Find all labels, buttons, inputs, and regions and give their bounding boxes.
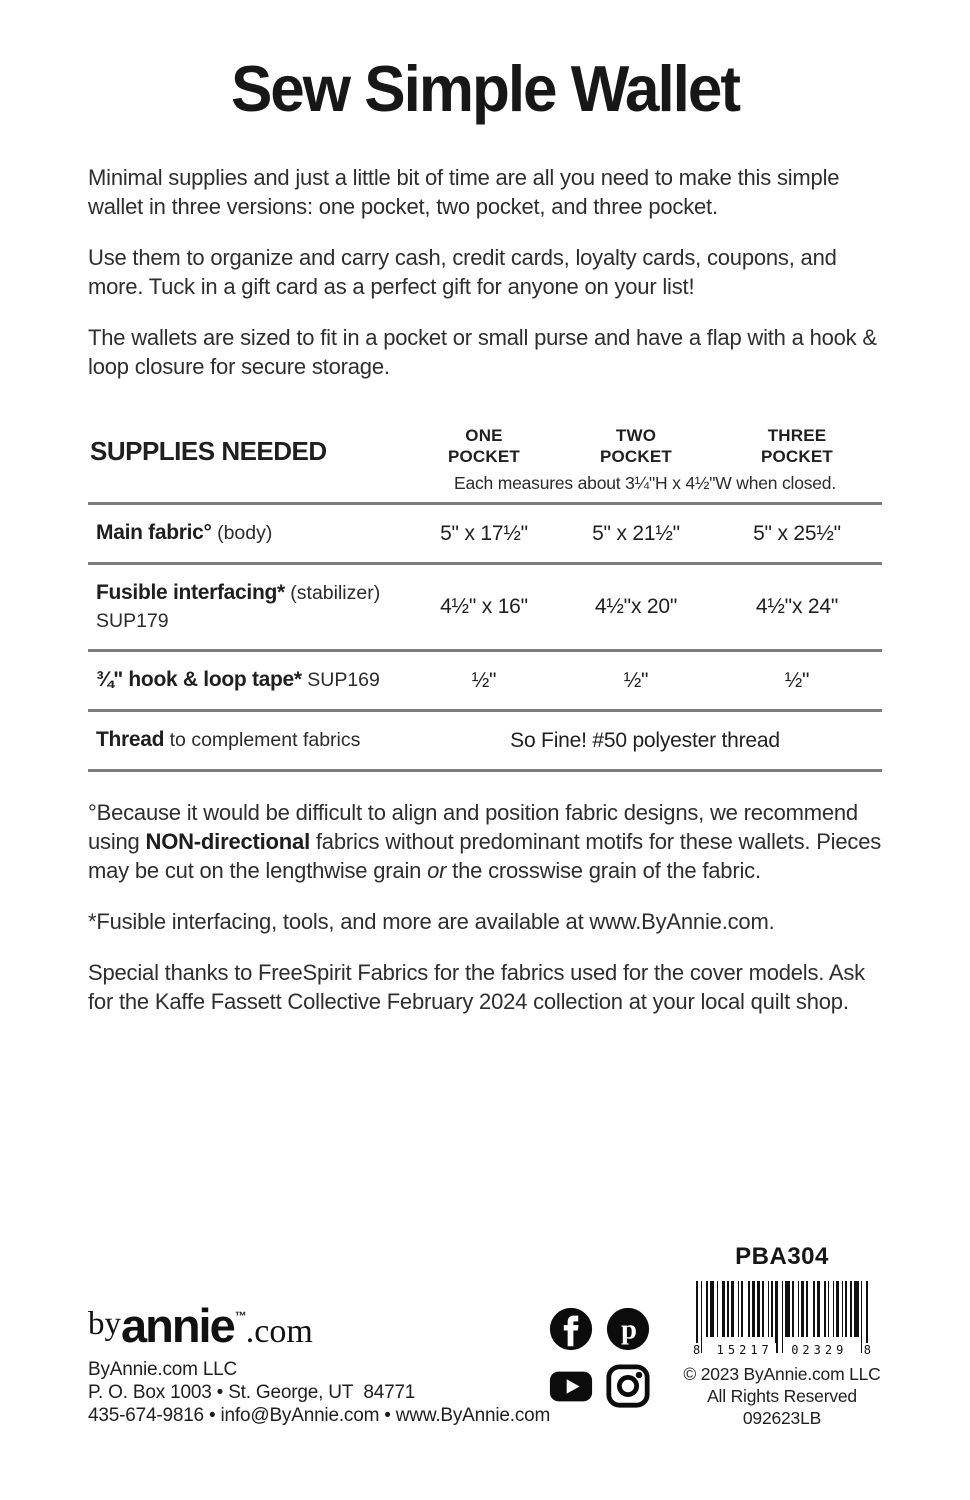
column-header-three-pocket: THREE POCKET <box>760 426 834 467</box>
row-value: 4½"x 24" <box>755 595 839 619</box>
row-label <box>88 666 408 695</box>
row-label-bold: Thread <box>96 728 165 752</box>
row-label <box>88 519 408 548</box>
svg-text:p: p <box>620 1313 637 1346</box>
row-value: ½" <box>471 668 497 692</box>
barcode <box>692 1281 872 1355</box>
footnote-thanks: Special thanks to FreeSpirit Fabrics for the fabrics used for the cover models. Ask for the Kaffe Fassett Collective February 2024 collection at your local quilt shop. <box>88 960 865 1015</box>
byannie-logo-block <box>88 1299 551 1427</box>
row-value: 4½" x 16" <box>440 595 528 619</box>
footnote-text-segment: °Because it would be difficult to align and position fabric designs, we recommend using <box>88 800 858 855</box>
footnote-interfacing: *Fusible interfacing, tools, and more are available at www.ByAnnie.com. <box>88 909 775 935</box>
contact-line: 435-674-9816 • info@ByAnnie.com • www.ByAnnie.com <box>88 1405 551 1426</box>
footnote-text-segment: fabrics without predominant motifs for these wallets. Pieces may be cut on the lengthwise grain <box>88 829 882 884</box>
row-label-bold: Main fabric° <box>96 521 212 545</box>
supplies-table-header <box>88 425 882 505</box>
barcode-group-1: 15217 <box>714 1343 776 1357</box>
row-value: 5" x 17½" <box>440 521 528 545</box>
footnote-italic-segment: or <box>427 858 447 884</box>
row-value-spanning: So Fine! #50 polyester thread <box>510 728 780 752</box>
product-code: PBA304 <box>735 1243 829 1270</box>
column-header-two-pocket: TWO POCKET <box>599 426 673 467</box>
logo-by: by <box>88 1306 121 1342</box>
row-label-normal: (body) <box>211 522 273 545</box>
table-row-hook-loop-tape <box>88 652 882 712</box>
trademark-symbol: ™ <box>234 1309 247 1323</box>
row-label <box>88 579 408 635</box>
supplies-table <box>88 425 882 772</box>
column-header-one-pocket: ONE POCKET <box>447 426 521 467</box>
row-value: 5" x 21½" <box>592 521 680 545</box>
row-value: 4½"x 20" <box>594 595 678 619</box>
table-row-thread <box>88 712 882 772</box>
barcode-digits <box>692 1343 872 1357</box>
logo-com: .com <box>245 1313 313 1350</box>
intro-paragraph-2: Use them to organize and carry cash, credit cards, loyalty cards, coupons, and more. Tuck in a gift card as a perfect gift for anyone on your list! <box>88 245 837 300</box>
row-value: 5" x 25½" <box>753 521 841 545</box>
address-line: P. O. Box 1003 • St. George, UT 84771 <box>88 1382 416 1403</box>
instagram-icon <box>605 1363 651 1409</box>
logo-annie: annie <box>121 1299 234 1352</box>
row-label-normal: to complement fabrics <box>164 729 361 752</box>
footnote-text-segment: the crosswise grain of the fabric. <box>446 858 761 884</box>
page-title: Sew Simple Wallet <box>230 53 740 126</box>
barcode-group-2: 02329 <box>788 1343 850 1357</box>
copyright-line: © 2023 ByAnnie.com LLC <box>683 1364 881 1384</box>
intro-paragraph-1: Minimal supplies and just a little bit of time are all you need to make this simple wallet in three versions: one pocket, two pocket, and three pocket. <box>88 165 840 220</box>
row-label-normal: SUP169 <box>301 669 380 692</box>
barcode-digit-left: 8 <box>693 1343 701 1357</box>
row-label-bold: Fusible interfacing* <box>96 581 285 605</box>
row-value: ½" <box>623 668 649 692</box>
social-icons <box>548 1306 651 1409</box>
row-label-bold: ¾" hook & loop tape* <box>96 668 302 692</box>
supplies-heading: SUPPLIES NEEDED <box>90 436 327 467</box>
table-row-fusible-interfacing <box>88 565 882 652</box>
table-row-main-fabric <box>88 505 882 565</box>
product-code-block <box>672 1243 892 1429</box>
row-label-sub: SUP179 <box>96 610 169 633</box>
facebook-icon <box>548 1306 594 1352</box>
company-name: ByAnnie.com LLC <box>88 1359 238 1380</box>
intro-paragraph-3: The wallets are sized to fit in a pocket or small purse and have a flap with a hook & loop closure for secure storage. <box>88 325 877 380</box>
youtube-icon <box>548 1363 594 1409</box>
row-value: ½" <box>784 668 810 692</box>
footnote-bold-segment: NON-directional <box>145 829 310 855</box>
byannie-logo <box>88 1299 550 1352</box>
measure-note: Each measures about 3¼"H x 4½"W when closed. <box>453 473 837 494</box>
rights-line: All Rights Reserved <box>707 1386 857 1406</box>
print-code: 092623LB <box>742 1408 822 1428</box>
row-label <box>88 726 408 755</box>
barcode-digit-right: 8 <box>863 1343 871 1357</box>
footnote-directional <box>88 798 882 885</box>
pinterest-icon <box>605 1306 651 1352</box>
row-label-normal: (stabilizer) <box>284 582 381 605</box>
